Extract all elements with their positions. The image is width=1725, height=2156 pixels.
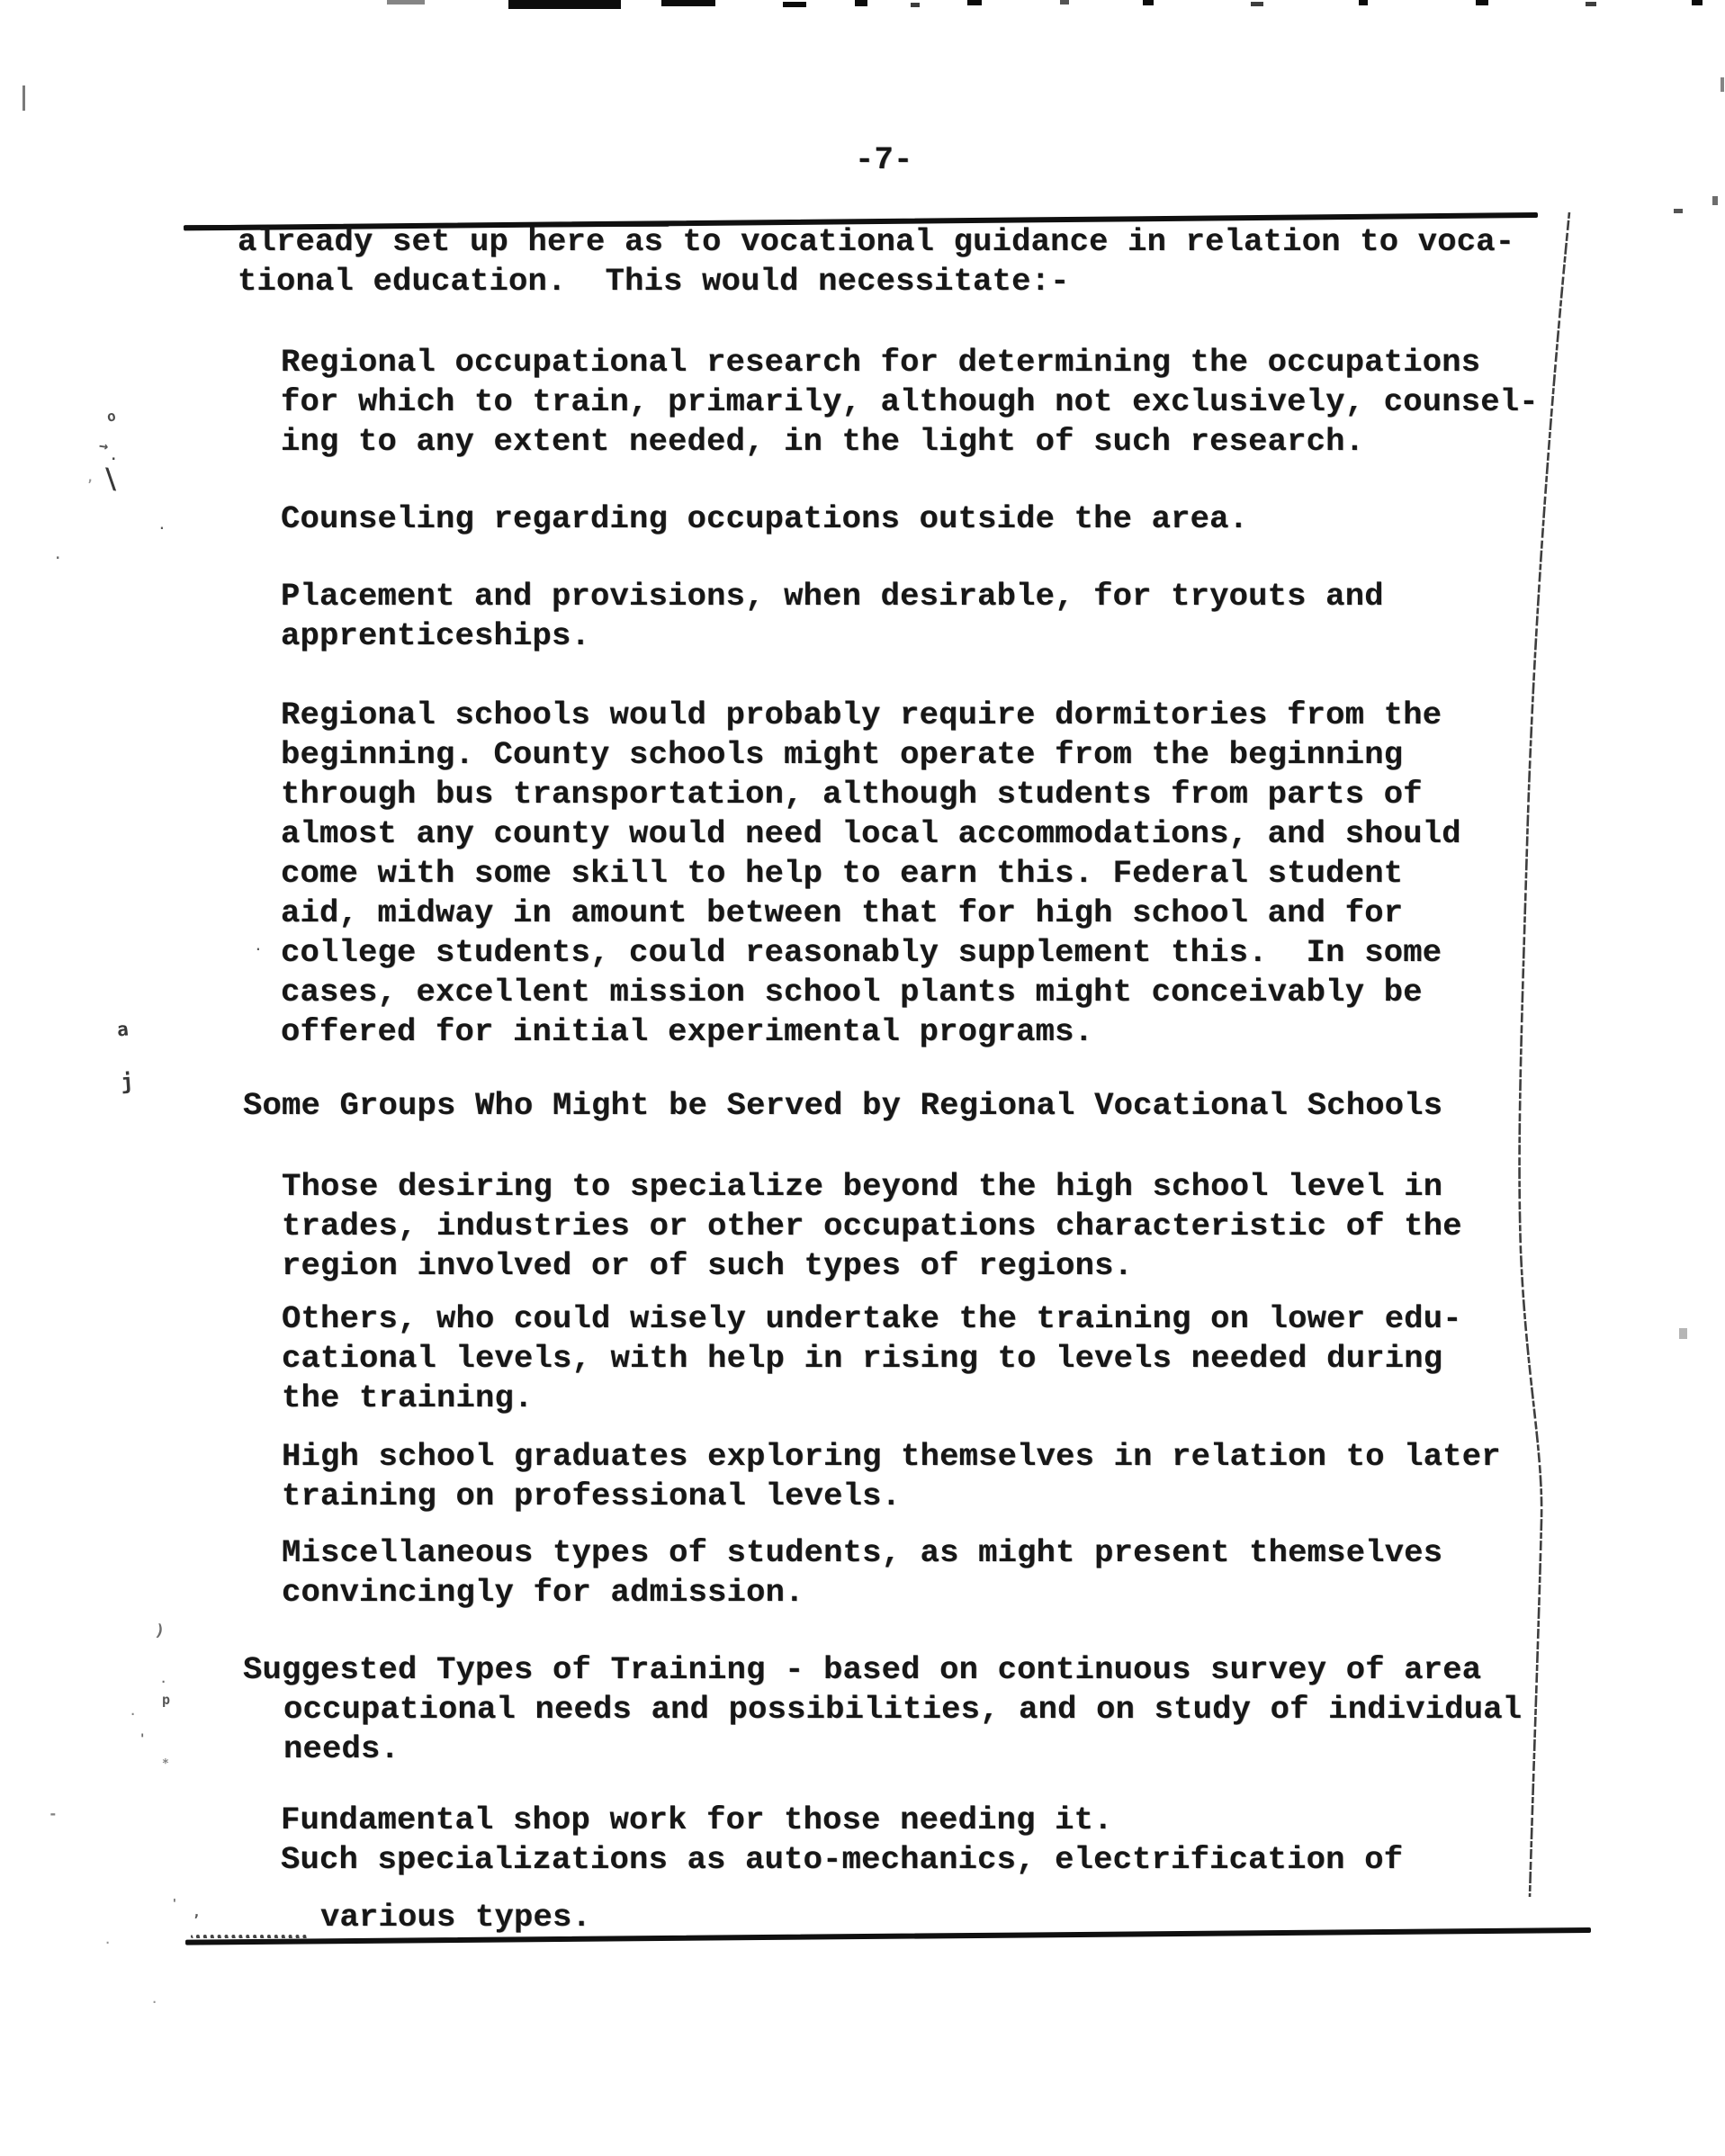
text-line: Some Groups Who Might be Served by Regional Vocational Schools (243, 1087, 1443, 1124)
page-number: -7- (855, 141, 913, 178)
paragraph (281, 343, 1539, 462)
scan-artifact (1679, 1328, 1687, 1339)
scan-artifact (1143, 0, 1154, 5)
margin-pencil-mark: - (49, 1805, 58, 1822)
scan-artifact (387, 0, 425, 4)
text-line: come with some skill to help to earn this. Federal student (281, 855, 1404, 892)
text-line: region involved or of such types of regions. (282, 1247, 1134, 1284)
scan-artifact (1251, 2, 1263, 6)
scan-artifact (1692, 0, 1703, 5)
paragraph-last-line (320, 1898, 591, 1937)
margin-pencil-mark: ' (139, 1732, 147, 1747)
text-line: almost any county would need local accommodations, and should (281, 815, 1461, 852)
section-heading (243, 1650, 1522, 1769)
paragraph (282, 1437, 1501, 1516)
margin-pencil-mark: . (54, 548, 62, 562)
paragraph (282, 1533, 1442, 1613)
scan-artifact (1586, 2, 1596, 6)
text-line: through bus transportation, although students from parts of (281, 776, 1423, 813)
scan-artifact (1721, 77, 1724, 92)
margin-pencil-mark: . (130, 1705, 137, 1718)
text-line: Miscellaneous types of students, as might present themselves (282, 1534, 1443, 1571)
scan-artifact (1359, 0, 1368, 5)
text-line: convincingly for admission. (282, 1574, 804, 1611)
margin-pencil-mark: \ (101, 463, 121, 496)
paragraph (281, 499, 1248, 539)
text-line: Regional schools would probably require dormitories from the (281, 696, 1442, 733)
paragraph (281, 1801, 1403, 1880)
paragraph (282, 1299, 1462, 1418)
scan-artifact (508, 0, 621, 9)
text-line: aid, midway in amount between that for high school and for (281, 894, 1404, 931)
scan-artifact (1712, 196, 1718, 205)
text-line: Such specializations as auto-mechanics, electrification of (281, 1841, 1404, 1878)
margin-pencil-mark: ) (153, 1621, 166, 1641)
scan-artifact (1476, 0, 1488, 5)
text-line: occupational needs and possibilities, and on study of individual (283, 1691, 1523, 1728)
margin-pencil-mark: ' (171, 1898, 178, 1911)
text-line: Placement and provisions, when desirable, for tryouts and (281, 578, 1384, 615)
text-line: apprenticeships. (281, 617, 591, 654)
margin-pencil-mark: . (158, 519, 166, 533)
section-heading (243, 1086, 1442, 1126)
text-line: beginning. County schools might operate from the beginning (281, 736, 1404, 773)
text-line: trades, industries or other occupations characteristic of the (282, 1208, 1462, 1244)
scan-artifact (911, 3, 920, 7)
scan-artifact (1674, 209, 1683, 213)
margin-pencil-mark: a (115, 1018, 130, 1041)
text-line: offered for initial experimental programs. (281, 1013, 1094, 1050)
text-line: Counseling regarding occupations outside the area. (281, 500, 1249, 537)
scan-artifact (855, 0, 867, 6)
text-line: for which to train, primarily, although not exclusively, counsel- (281, 383, 1539, 420)
scan-artifact (783, 2, 806, 7)
bottom-horizontal-rule-dots (191, 1935, 308, 1938)
text-line: tional education. This would necessitate:- (238, 263, 1070, 300)
paragraph (282, 1167, 1462, 1286)
text-line: already set up here as to vocational guidance in relation to voca- (238, 223, 1515, 260)
text-line: cases, excellent mission school plants might conceivably be (281, 974, 1423, 1011)
paragraph-continuation (238, 222, 1514, 301)
paragraph (281, 696, 1461, 1052)
text-line: Regional occupational research for determining the occupations (281, 344, 1481, 381)
text-line: Fundamental shop work for those needing it. (281, 1801, 1113, 1838)
margin-pencil-mark: . (151, 1993, 158, 2006)
margin-pencil-mark: * (162, 1757, 169, 1771)
paragraph (281, 577, 1384, 656)
margin-pencil-mark: . (110, 449, 118, 463)
margin-pencil-mark: j (120, 1068, 135, 1095)
scan-artifact (661, 0, 715, 6)
margin-pencil-mark: , (86, 471, 94, 485)
scan-artifact (22, 85, 25, 111)
text-line: Suggested Types of Training - based on continuous survey of area (243, 1651, 1482, 1688)
text-line: High school graduates exploring themselves in relation to later (282, 1438, 1501, 1475)
text-line: college students, could reasonably supplement this. In some (281, 934, 1442, 971)
scan-artifact (1060, 0, 1069, 4)
scan-artifact (967, 0, 982, 5)
text-line: Those desiring to specialize beyond the high school level in (282, 1168, 1443, 1205)
margin-pencil-mark: o (105, 407, 117, 426)
margin-pencil-mark: . (255, 940, 262, 954)
text-line: various types. (320, 1899, 592, 1936)
text-line: cational levels, with help in rising to levels needed during (282, 1340, 1443, 1377)
text-line: ing to any extent needed, in the light of such research. (281, 423, 1365, 460)
text-line: needs. (283, 1730, 400, 1767)
margin-pencil-mark: → (97, 436, 110, 456)
margin-pencil-mark: p (162, 1692, 171, 1708)
text-line: the training. (282, 1379, 534, 1416)
text-line: training on professional levels. (282, 1478, 902, 1514)
margin-pencil-mark: . (160, 1673, 167, 1685)
margin-pencil-mark: , (193, 1904, 202, 1920)
margin-pencil-mark: . (104, 1934, 112, 1946)
text-line: Others, who could wisely undertake the training on lower edu- (282, 1300, 1462, 1337)
